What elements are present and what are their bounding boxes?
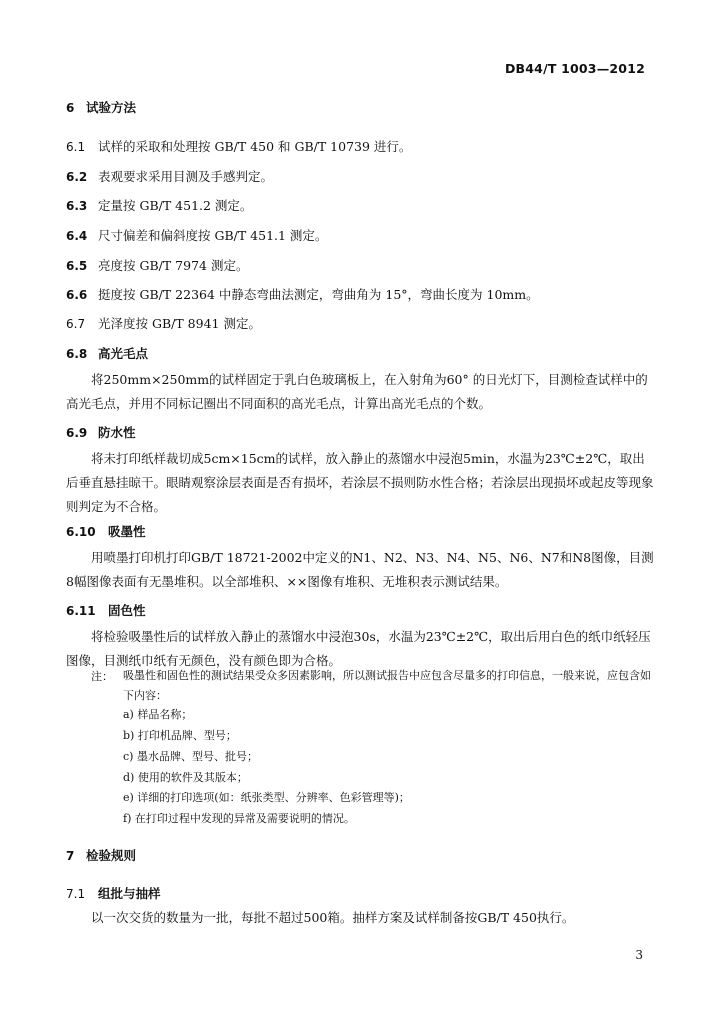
clause-6-2	[66, 167, 273, 185]
clause-text: 表观要求采用目测及手感判定。	[98, 169, 274, 184]
clause-title: 高光毛点	[98, 346, 149, 361]
clause-number: 6.7	[66, 317, 86, 331]
clause-number: 7.1	[66, 887, 86, 901]
note-text: 吸墨性和固色性的测试结果受众多因素影响，所以测试报告中应包含尽量多的打印信息，一般来说，应包含如下内容：	[123, 669, 651, 702]
note-list-item: f) 在打印过程中发现的异常及需要说明的情况。	[123, 812, 355, 825]
clause-text: 亮度按 GB/T 7974 测定。	[98, 258, 249, 273]
clause-6-1	[66, 137, 411, 155]
note-list-item: c) 墨水品牌、型号、批号；	[123, 750, 258, 763]
clause-6-9-heading	[66, 423, 136, 441]
clause-number: 6.5	[66, 259, 88, 273]
clause-text: 尺寸偏差和偏斜度按 GB/T 451.1 测定。	[98, 228, 328, 243]
clause-6-3	[66, 196, 252, 214]
clause-6-6	[66, 285, 539, 303]
clause-6-8-heading	[66, 344, 148, 362]
clause-6-10-paragraph: 用喷墨打印机打印GB/T 18721-2002中定义的N1、N2、N3、N4、N5、N6、N7和N8图像，目测8幅图像表面有无墨堆积。以全部堆积、××图像有堆积、无堆积表示测试结果。	[66, 550, 654, 589]
clause-number: 6.2	[66, 170, 88, 184]
document-code: DB44/T 1003—2012	[504, 61, 645, 76]
clause-text: 定量按 GB/T 451.2 测定。	[98, 198, 253, 213]
note-list-item: b) 打印机品牌、型号；	[123, 729, 237, 742]
page-number: 3	[635, 948, 643, 962]
note-label: 注：	[91, 670, 113, 683]
clause-number: 6.4	[66, 229, 88, 243]
section-6-heading	[66, 98, 136, 116]
clause-6-9-paragraph: 将未打印纸样裁切成5cm×15cm的试样，放入静止的蒸馏水中浸泡5min，水温为23℃±2℃，取出后垂直悬挂晾干。眼睛观察涂层表面是否有损坏，若涂层不损则防水性合格；若涂层出现损坏或起皮等现象则判定为不合格。	[66, 451, 654, 514]
clause-number: 6.10	[66, 525, 96, 539]
clause-title: 固色性	[108, 603, 146, 618]
clause-6-8-paragraph: 将250mm×250mm的试样固定于乳白色玻璃板上，在入射角为60° 的日光灯下，目测检查试样中的高光毛点，并用不同标记圈出不同面积的高光毛点，计算出高光毛点的个数。	[66, 372, 648, 411]
section-number: 7	[66, 849, 75, 863]
clause-number: 6.8	[66, 347, 88, 361]
clause-text: 光泽度按 GB/T 8941 测定。	[98, 316, 261, 331]
note-list-item: e) 详细的打印选项(如：纸张类型、分辨率、色彩管理等)；	[123, 791, 410, 804]
clause-number: 6.3	[66, 199, 88, 213]
clause-7-1-paragraph: 以一次交货的数量为一批，每批不超过500箱。抽样方案及试样制备按GB/T 450执行。	[91, 910, 575, 925]
clause-number: 6.6	[66, 288, 88, 302]
clause-text: 试样的采取和处理按 GB/T 450 和 GB/T 10739 进行。	[98, 139, 412, 154]
clause-title: 防水性	[98, 425, 136, 440]
clause-6-11-heading	[66, 601, 146, 619]
section-title: 检验规则	[86, 848, 137, 863]
clause-7-1-heading	[66, 884, 161, 902]
clause-6-4	[66, 226, 327, 244]
section-7-heading	[66, 846, 136, 864]
clause-number: 6.11	[66, 604, 96, 618]
clause-6-7	[66, 314, 261, 332]
clause-number: 6.1	[66, 140, 86, 154]
clause-6-10-heading	[66, 522, 146, 540]
clause-title: 组批与抽样	[98, 886, 161, 901]
clause-title: 吸墨性	[108, 524, 146, 539]
clause-number: 6.9	[66, 426, 88, 440]
note-list-item: a) 样品名称；	[123, 708, 193, 721]
section-title: 试验方法	[86, 100, 137, 115]
clause-6-11-paragraph: 将检验吸墨性后的试样放入静止的蒸馏水中浸泡30s，水温为23℃±2℃，取出后用白色的纸巾纸轻压图像，目测纸巾纸有无颜色，没有颜色即为合格。	[66, 629, 651, 668]
clause-text: 挺度按 GB/T 22364 中静态弯曲法测定，弯曲角为 15°，弯曲长度为 10mm。	[98, 287, 539, 302]
section-number: 6	[66, 101, 75, 115]
note-list-item: d) 使用的软件及其版本；	[123, 771, 248, 784]
clause-6-5	[66, 256, 248, 274]
